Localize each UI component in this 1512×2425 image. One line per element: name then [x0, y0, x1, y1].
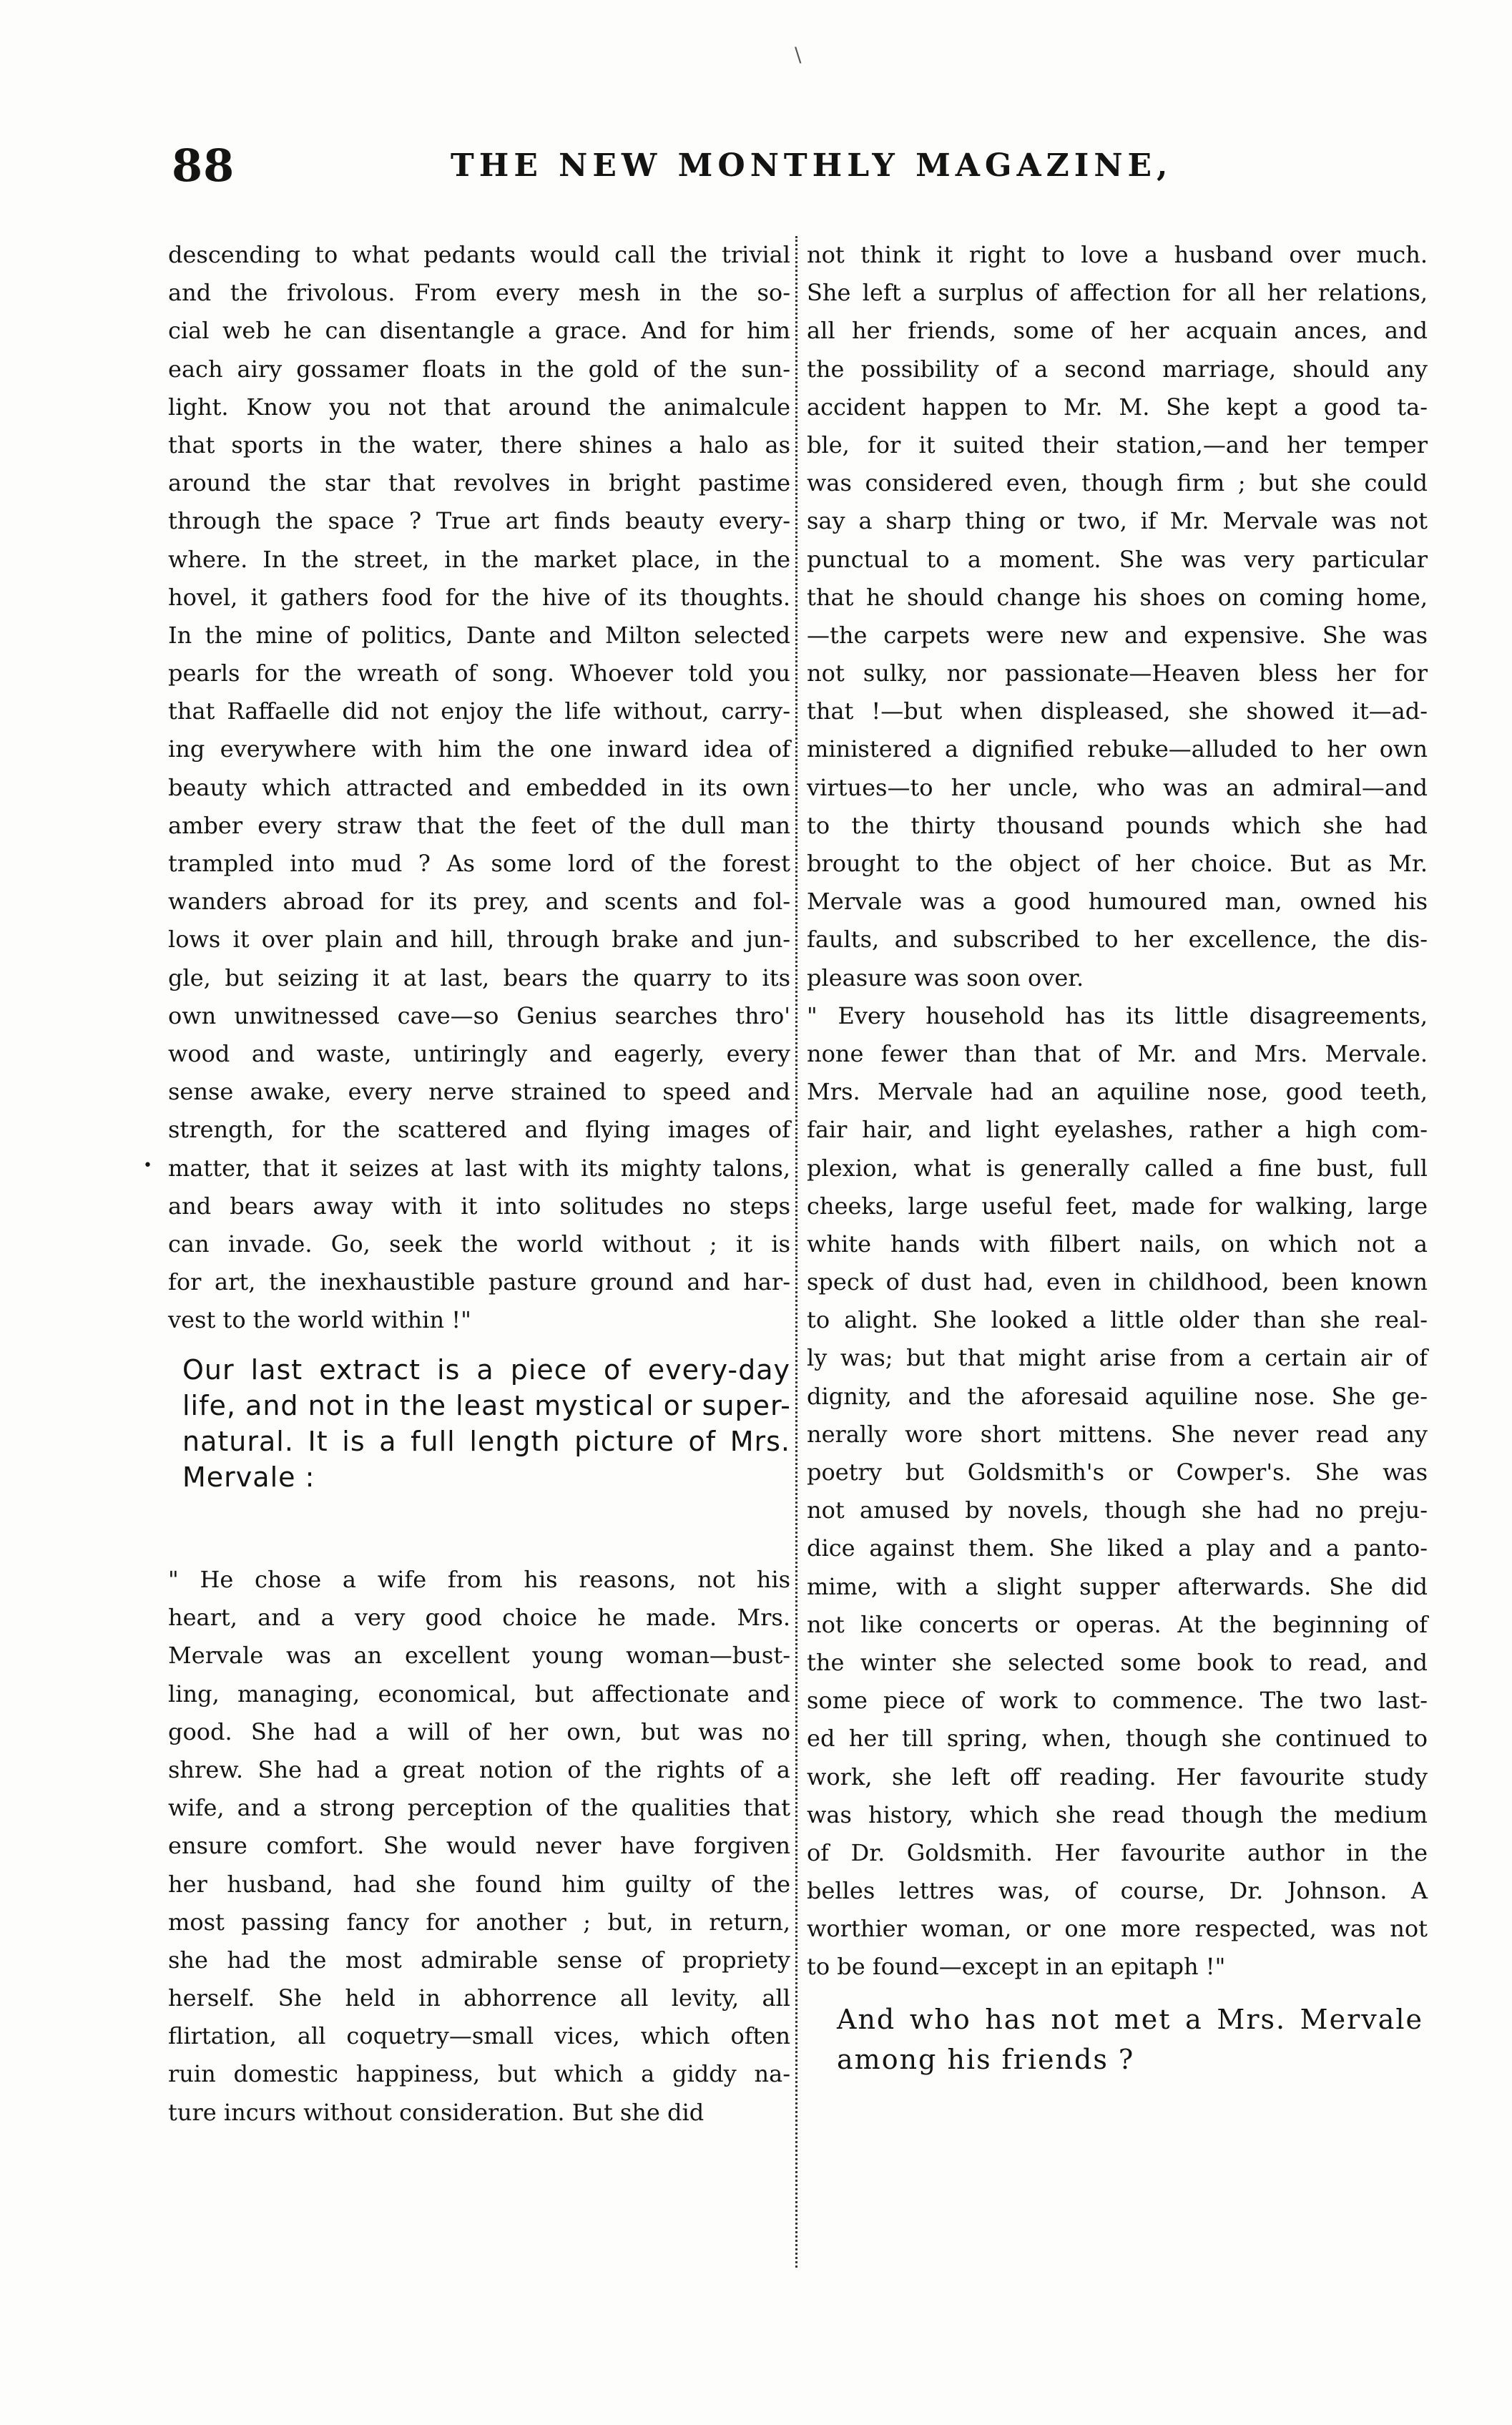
intro-line: natural. It is a full length picture of Mrs.: [182, 1426, 790, 1457]
text-line: all her friends, some of her acquain ances, and: [807, 317, 1428, 345]
text-line: flirtation, all coquetry—small vices, which often: [168, 2022, 790, 2050]
text-line: not sulky, nor passionate—Heaven bless her for: [807, 660, 1428, 687]
text-line: " Every household has its little disagreements,: [807, 1001, 1428, 1029]
text-line: strength, for the scattered and flying images of: [168, 1116, 790, 1144]
text-line: nerally wore short mittens. She never read any: [807, 1420, 1428, 1448]
text-line: that Raffaelle did not enjoy the life without, carry-: [168, 697, 790, 725]
column-divider: [795, 236, 797, 2268]
text-line: not like concerts or operas. At the beginning of: [807, 1610, 1428, 1638]
text-line: pleasure was soon over.: [807, 964, 1084, 991]
text-line: matter, that it seizes at last with its mighty talons,: [168, 1154, 790, 1182]
text-line: most passing fancy for another ; but, in return,: [168, 1908, 790, 1936]
margin-dot: •: [143, 1157, 152, 1175]
text-line: She left a surplus of affection for all her relations,: [807, 279, 1428, 307]
text-line: and bears away with it into solitudes no steps: [168, 1192, 790, 1220]
stray-mark: \: [795, 43, 802, 67]
text-line: accident happen to Mr. M. She kept a good ta-: [807, 393, 1428, 421]
text-line: ing everywhere with him the one inward idea of: [168, 735, 790, 763]
text-line: virtues—to her uncle, who was an admiral—and: [807, 773, 1428, 801]
intro-line: Our last extract is a piece of every-day: [182, 1354, 790, 1386]
closing-line: And who has not met a Mrs. Mervale: [837, 2004, 1423, 2035]
text-line: herself. She held in abhorrence all levity, all: [168, 1984, 790, 2012]
text-line: her husband, had she found him guilty of the: [168, 1870, 790, 1898]
text-line: —the carpets were new and expensive. She was: [807, 621, 1428, 649]
text-line: punctual to a moment. She was very particular: [807, 545, 1428, 573]
text-line: ling, managing, economical, but affectionate and: [168, 1680, 790, 1708]
text-line: dignity, and the aforesaid aquiline nose. She ge-: [807, 1382, 1428, 1410]
text-line: not think it right to love a husband over much.: [807, 241, 1428, 268]
text-line: none fewer than that of Mr. and Mrs. Mervale.: [807, 1039, 1428, 1067]
running-head: THE NEW MONTHLY MAGAZINE,: [451, 147, 1173, 184]
closing-line: among his friends ?: [837, 2044, 1135, 2075]
text-line: of Dr. Goldsmith. Her favourite author in the: [807, 1838, 1428, 1866]
text-line: fair hair, and light eyelashes, rather a high com-: [807, 1116, 1428, 1144]
text-line: ruin domestic happiness, but which a giddy na-: [168, 2060, 790, 2088]
text-line: to the thirty thousand pounds which she had: [807, 811, 1428, 839]
text-line: that sports in the water, there shines a halo as: [168, 431, 790, 459]
text-line: brought to the object of her choice. But as Mr.: [807, 850, 1428, 877]
text-line: not amused by novels, though she had no preju-: [807, 1496, 1428, 1524]
text-line: ly was; but that might arise from a certain air of: [807, 1344, 1428, 1372]
text-line: Mervale was a good humoured man, owned his: [807, 888, 1428, 916]
text-line: each airy gossamer floats in the gold of the sun-: [168, 355, 790, 383]
closing-paragraph: [837, 1999, 1423, 2079]
text-line: was history, which she read though the medium: [807, 1801, 1428, 1828]
text-line: some piece of work to commence. The two last-: [807, 1687, 1428, 1715]
text-line: wood and waste, untiringly and eagerly, every: [168, 1039, 790, 1067]
text-line: cial web he can disentangle a grace. And for him: [168, 317, 790, 345]
text-line: shrew. She had a great notion of the rights of a: [168, 1755, 790, 1783]
text-line: white hands with filbert nails, on which not a: [807, 1230, 1428, 1258]
right-column: [807, 236, 1428, 1986]
text-line: through the space ? True art finds beauty every-: [168, 507, 790, 535]
text-line: where. In the street, in the market place, in the: [168, 545, 790, 573]
text-line: was considered even, though firm ; but she could: [807, 469, 1428, 497]
text-line: ministered a dignified rebuke—alluded to her own: [807, 735, 1428, 763]
text-line: descending to what pedants would call the trivial: [168, 241, 790, 268]
text-line: dice against them. She liked a play and a panto-: [807, 1534, 1428, 1562]
text-line: plexion, what is generally called a fine bust, full: [807, 1154, 1428, 1182]
text-line: faults, and subscribed to her excellence, the dis-: [807, 926, 1428, 954]
text-line: belles lettres was, of course, Dr. Johnson. A: [807, 1877, 1428, 1905]
text-line: can invade. Go, seek the world without ; it is: [168, 1230, 790, 1258]
text-line: light. Know you not that around the animalcule: [168, 393, 790, 421]
text-line: for art, the inexhaustible pasture ground and har-: [168, 1268, 790, 1296]
text-line: mime, with a slight supper afterwards. She did: [807, 1572, 1428, 1600]
text-line: gle, but seizing it at last, bears the quarry to its: [168, 964, 790, 991]
text-line: cheeks, large useful feet, made for walking, large: [807, 1192, 1428, 1220]
text-line: good. She had a will of her own, but was no: [168, 1718, 790, 1745]
text-line: sense awake, every nerve strained to speed and: [168, 1078, 790, 1106]
left-column: [168, 236, 790, 1339]
text-line: vest to the world within !": [168, 1306, 471, 1334]
text-line: heart, and a very good choice he made. Mrs.: [168, 1604, 790, 1632]
text-line: hovel, it gathers food for the hive of its thoughts.: [168, 583, 790, 611]
text-line: the winter she selected some book to read, and: [807, 1648, 1428, 1676]
intro-line: life, and not in the least mystical or super-: [182, 1390, 791, 1421]
text-line: wanders abroad for its prey, and scents and fol-: [168, 888, 790, 916]
text-line: ture incurs without consideration. But she did: [168, 2098, 705, 2126]
text-line: Mrs. Mervale had an aquiline nose, good teeth,: [807, 1078, 1428, 1106]
text-line: amber every straw that the feet of the dull man: [168, 811, 790, 839]
left-quote: [168, 1561, 790, 2132]
text-line: Mervale was an excellent young woman—bust-: [168, 1642, 790, 1670]
text-line: to alight. She looked a little older than she real-: [807, 1306, 1428, 1334]
text-line: ed her till spring, when, though she continued to: [807, 1725, 1428, 1753]
text-line: beauty which attracted and embedded in its own: [168, 773, 790, 801]
text-line: around the star that revolves in bright pastime: [168, 469, 790, 497]
text-line: own unwitnessed cave—so Genius searches thro': [168, 1001, 790, 1029]
text-line: lows it over plain and hill, through brake and jun-: [168, 926, 790, 954]
text-line: to be found—except in an epitaph !": [807, 1953, 1226, 1981]
text-line: worthier woman, or one more respected, was not: [807, 1915, 1428, 1943]
text-line: and the frivolous. From every mesh in the so-: [168, 279, 790, 307]
text-line: poetry but Goldsmith's or Cowper's. She was: [807, 1459, 1428, 1486]
text-line: she had the most admirable sense of propriety: [168, 1946, 790, 1974]
intro-paragraph: [182, 1352, 790, 1495]
text-line: ble, for it suited their station,—and her temper: [807, 431, 1428, 459]
text-line: work, she left off reading. Her favourite study: [807, 1763, 1428, 1790]
page-number: 88: [172, 139, 235, 192]
text-line: " He chose a wife from his reasons, not his: [168, 1566, 790, 1593]
text-line: trampled into mud ? As some lord of the forest: [168, 850, 790, 877]
text-line: wife, and a strong perception of the qualities that: [168, 1794, 790, 1822]
intro-line: Mervale :: [182, 1461, 315, 1493]
text-line: that !—but when displeased, she showed it—ad-: [807, 697, 1428, 725]
text-line: In the mine of politics, Dante and Milton selected: [168, 621, 790, 649]
text-line: the possibility of a second marriage, should any: [807, 355, 1428, 383]
text-line: pearls for the wreath of song. Whoever told you: [168, 660, 790, 687]
text-line: that he should change his shoes on coming home,: [807, 583, 1428, 611]
text-line: say a sharp thing or two, if Mr. Mervale was not: [807, 507, 1428, 535]
text-line: speck of dust had, even in childhood, been known: [807, 1268, 1428, 1296]
text-line: ensure comfort. She would never have forgiven: [168, 1832, 790, 1860]
